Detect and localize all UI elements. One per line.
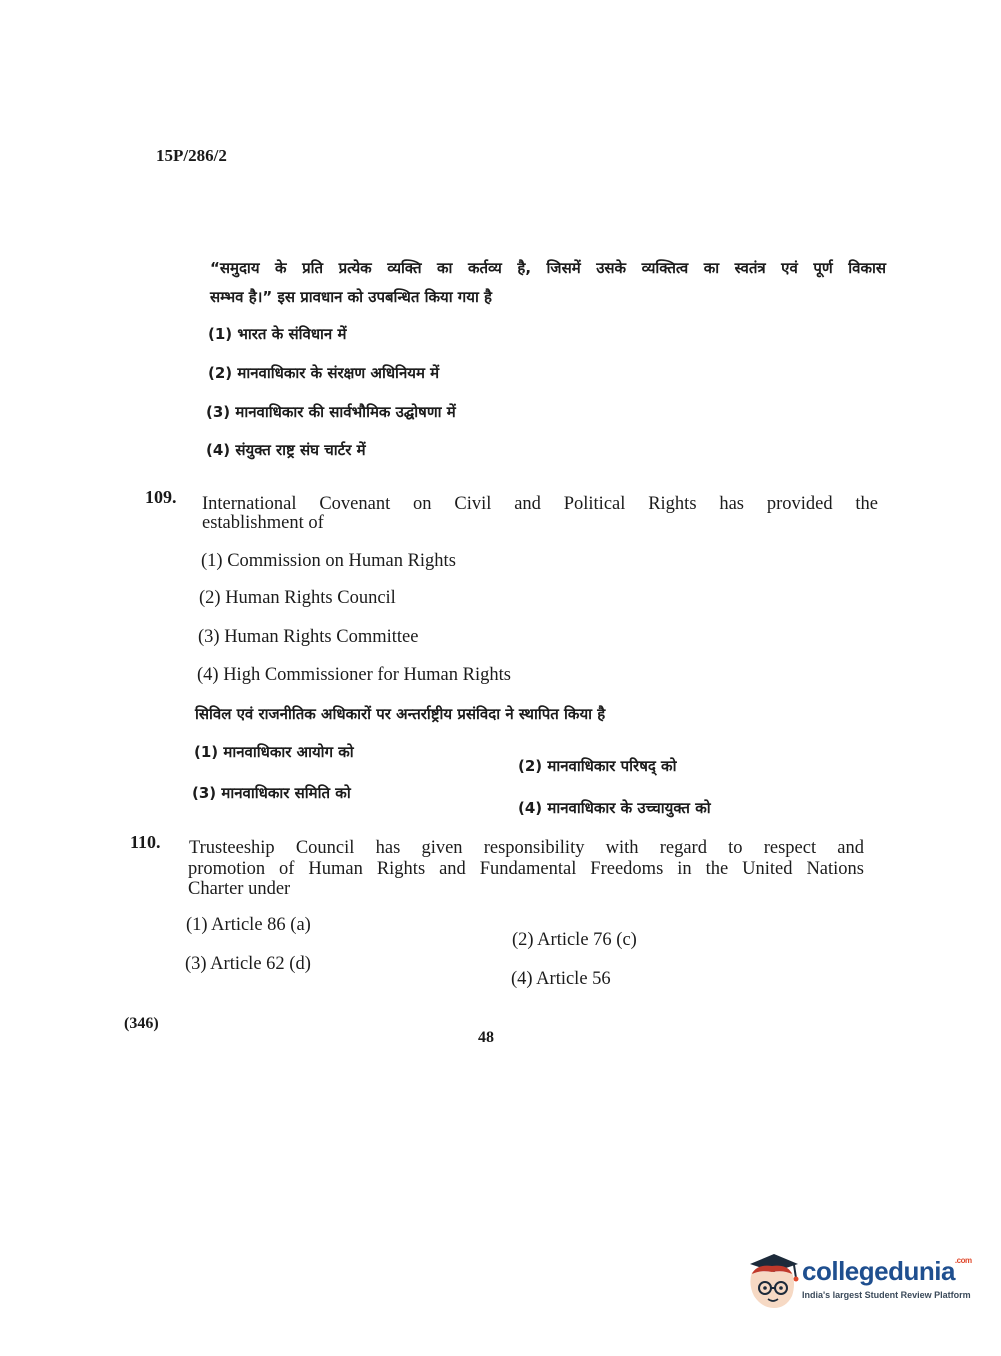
mascot-icon	[740, 1250, 800, 1314]
logo-wordmark	[802, 1256, 972, 1287]
q110-stem-line-1: Trusteeship Council has given responsibility with regard to respect and	[189, 838, 864, 858]
q109-hindi-option-3: (3) मानवाधिकार समिति को	[192, 784, 351, 802]
logo-name: collegedunia	[802, 1256, 955, 1286]
q110-option-2: (2) Article 76 (c)	[512, 930, 637, 950]
q110-option-1: (1) Article 86 (a)	[186, 915, 311, 935]
paper-code: 15P/286/2	[156, 146, 227, 165]
q109-stem-line-2: establishment of	[202, 513, 324, 533]
q110-option-4: (4) Article 56	[511, 969, 611, 989]
q109-stem-line-1: International Covenant on Civil and Political Rights has provided the	[202, 494, 878, 514]
q108-stem-line-1: “समुदाय के प्रति प्रत्येक व्यक्ति का कर्तव्य है, जिसमें उसके व्यक्तित्व का स्वतंत्र एवं पूर्ण विकास	[210, 259, 886, 277]
q108-option-1: (1) भारत के संविधान में	[208, 325, 347, 343]
q108-stem-line-2: सम्भव है।” इस प्रावधान को उपबन्धित किया गया है	[210, 288, 493, 306]
q109-number: 109.	[145, 487, 177, 507]
q109-hindi-option-2: (2) मानवाधिकार परिषद् को	[518, 757, 677, 775]
q110-stem-line-2: promotion of Human Rights and Fundamental Freedoms in the United Nations	[188, 859, 864, 879]
page-number: 48	[478, 1029, 494, 1046]
footer-code: (346)	[124, 1015, 159, 1032]
q109-hindi-option-4: (4) मानवाधिकार के उच्चायुक्त को	[518, 799, 711, 817]
q110-number: 110.	[130, 832, 161, 852]
q109-option-4: (4) High Commissioner for Human Rights	[197, 665, 511, 685]
q108-option-2: (2) मानवाधिकार के संरक्षण अधिनियम में	[208, 364, 440, 382]
collegedunia-logo	[740, 1250, 972, 1320]
q108-option-4: (4) संयुक्त राष्ट्र संघ चार्टर में	[206, 441, 366, 459]
q110-option-3: (3) Article 62 (d)	[185, 954, 311, 974]
q109-option-2: (2) Human Rights Council	[199, 588, 396, 608]
q109-option-1: (1) Commission on Human Rights	[201, 551, 456, 571]
q108-option-3: (3) मानवाधिकार की सार्वभौमिक उद्घोषणा में	[206, 403, 456, 421]
logo-tld: .com	[954, 1256, 972, 1265]
q109-hindi-stem: सिविल एवं राजनीतिक अधिकारों पर अन्तर्राष्ट्रीय प्रसंविदा ने स्थापित किया है	[195, 705, 606, 723]
q110-stem-line-3: Charter under	[188, 879, 291, 899]
q109-hindi-option-1: (1) मानवाधिकार आयोग को	[194, 743, 354, 761]
q109-option-3: (3) Human Rights Committee	[198, 627, 419, 647]
logo-tagline: India's largest Student Review Platform	[802, 1290, 971, 1300]
